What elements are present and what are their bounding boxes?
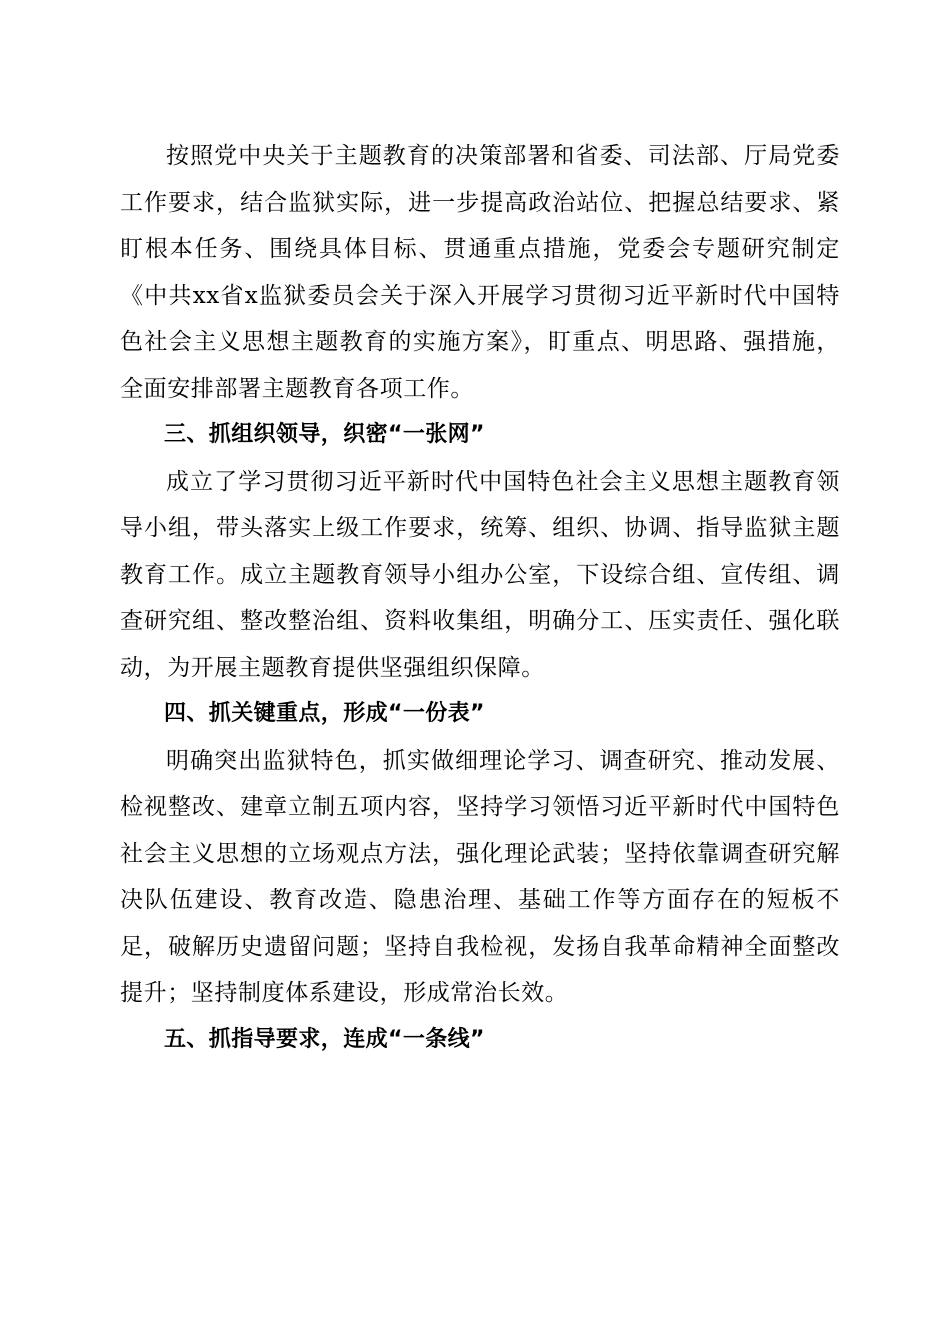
heading-guidance-requirements: 五、抓指导要求，连成“一条线” [164,1026,485,1052]
paragraph-key-content: 明确突出监狱特色，抓实做细理论学习、调查研究、推动发展、检视整改、建章立制五项内容，坚持学习领悟习近平新时代中国特色社会主义思想的立场观点方法，强化理论武装；坚持依靠调查研究解决队伍建设、教育改造、隐患治理、基础工作等方面存在的短板不足，破解历史遗留问题；坚持自我检视，发扬自我革命精神全面整改提升；坚持制度体系建设，形成常治长效。 [120,747,840,1006]
heading-organization-leadership: 三、抓组织领导，织密“一张网” [164,422,485,447]
document-page [120,133,840,1063]
heading-key-points: 四、抓关键重点，形成“一份表” [164,701,485,726]
paragraph-implementation-plan: 按照党中央关于主题教育的决策部署和省委、司法部、厅局党委工作要求，结合监狱实际，进一步提高政治站位、把握总结要求、紧盯根本任务、围绕具体目标、贯通重点措施，党委会专题研究制定《中共xx省x监狱委员会关于深入开展学习贯彻习近平新时代中国特色社会主义思想主题教育的实施方案》，盯重点、明思路、强措施，全面安排部署主题教育各项工作。 [120,143,840,402]
paragraph-leading-group: 成立了学习贯彻习近平新时代中国特色社会主义思想主题教育领导小组，带头落实上级工作要求，统筹、组织、协调、指导监狱主题教育工作。成立主题教育领导小组办公室，下设综合组、宣传组、调查研究组、整改整治组、资料收集组，明确分工、压实责任、强化联动，为开展主题教育提供坚强组织保障。 [120,468,840,681]
